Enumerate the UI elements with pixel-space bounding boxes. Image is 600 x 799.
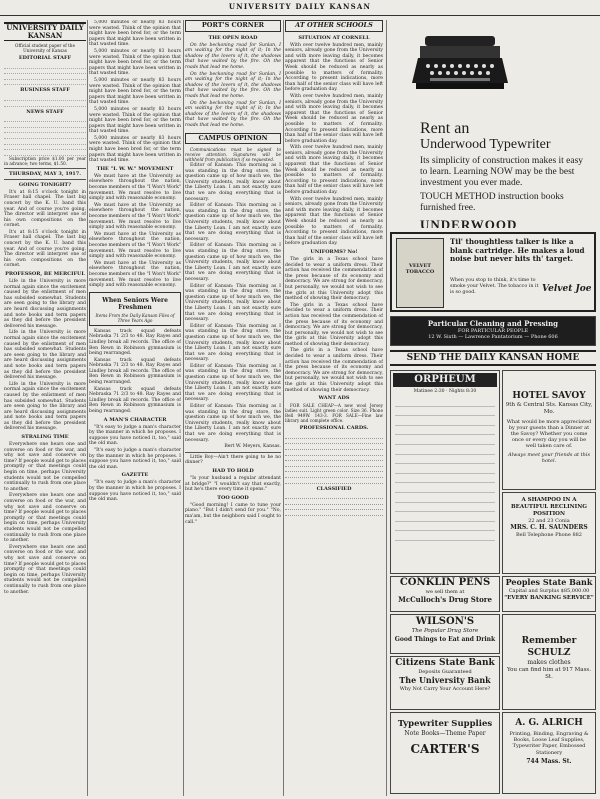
professor-text: Life in the University is more normal again since the excitement caused by the enlistment of men has subsided somewhat. Students are seen going to the library and are heard discussing assignments and note books and term papers as they did before the president delivered his message. — [4, 381, 86, 432]
cornell-text: With over twelve hundred men, mainly seniors, already gone from the University and with more leaving daily, it becomes apparent that the functions of Senior Week should be reduced as nearly as possible to matters of formality. According to present indications, more than half of the senior class will have left before graduation day. — [285, 145, 383, 196]
shampoo-heading: A SHAMPOO IN A BEAUTIFUL RECLINING POSITION — [511, 497, 587, 517]
citizens-bank-ad — [390, 656, 500, 710]
shampoo-address: 22 and 23 Conia — [528, 518, 570, 524]
had-to-hold-heading: HAD TO HOLD — [212, 467, 254, 474]
campus-opinion-text: Editor of Kansan: This morning as I was standing in the drug store, the question came up of how much we, the University students, really know about the Liberty Loan. I am not exactly sure that we are doing everything that is necessary. — [185, 243, 281, 282]
velvet-brand: Velvet Joe — [542, 284, 592, 294]
savoy-heading: HOTEL SAVOY — [512, 391, 586, 401]
paper-name: UNIVERSITY DAILY KANSAN — [4, 22, 86, 41]
citizens-foot: Why Not Carry Your Account Here? — [399, 686, 491, 692]
typewriter-supplies-store: CARTER'S — [410, 742, 480, 756]
wilson-ad — [390, 614, 500, 654]
freshmen-text: Kansas track squad defeats Nebraska 71 2/3 to 48. Ray Rayes and Lindley break all records. The office of Ben Rewn in Robinson gymnasium is being rearranged. — [89, 386, 181, 415]
gazette-heading: GAZETTE — [121, 472, 149, 479]
shampoo-name: MRS. C. H. SAUNDERS — [510, 524, 588, 531]
savoy-foot: Always meet your friends at this hotel. — [507, 452, 591, 464]
freshmen-text: Kansas track squad defeats Nebraska 71 2/3 to 48. Ray Rayes and Lindley break all records. The office of Ben Rewn in Robinson gymnasium is being rearranged. — [89, 357, 181, 386]
alrich-heading: A. G. ALRICH — [515, 718, 583, 728]
character-text: "It's easy to judge a man's character by the manner in which he proposes. I suppose you have noticed it, too," said the old man. — [89, 424, 181, 447]
going-tonight-text: It's at 8:15 o'clock tonight in Fraser hall chapel. The last big concert by the K. U. band this year. And of course you're going. The director will interpret one of his own compositions on the cornet. — [4, 189, 86, 229]
movement-text: We must have at the University as elsewhere throughout the nation, become members of the "I Won't Work" movement. We must resolve to live simply and with reasonable economy. — [89, 173, 181, 202]
professor-text: Life in the University is more normal again since the excitement caused by the enlistment of men has subsided somewhat. Students are seen going to the library and are heard discussing assignments and note books and term papers as they did before the president delivered his message. — [4, 279, 86, 329]
freshmen-text: Kansas track squad defeats Nebraska 71 2/3 to 48. Ray Rayes and Lindley break all records. The office of Ben Rewn in Robinson gymnasium is being rearranged. — [89, 328, 181, 357]
staff-listing — [4, 95, 86, 106]
orpheum-times: Matinee 2:30 · Nights 8:30 — [413, 389, 477, 394]
subscription-note: Subscription price $1.00 per year in advance; two terms, $1.50. — [4, 155, 86, 166]
send-home-banner: SEND THE DAILY KANSAN HOME — [390, 350, 596, 366]
classified-listing — [285, 494, 383, 516]
wilson-heading: WILSON'S — [415, 616, 475, 627]
alrich-ad — [502, 712, 596, 794]
had-to-hold-text: "Is your husband a regular attendant at bridge?" "I wouldn't say that exactly, but he's there every time it opens." — [185, 475, 281, 493]
velvet-tin-icon — [396, 238, 444, 308]
column-editorial-2 — [89, 20, 181, 796]
campus-opinion-text: Editor of Kansan: This morning as I was standing in the drug store, the question came up of how much we, the University students, really know about the Liberty Loan. I am not exactly sure that we are doing everything that is necessary. — [185, 363, 281, 403]
going-tonight-text: It's at 8:15 o'clock tonight in Fraser hall chapel. The last big concert by the K. U. band this year. And of course you're going. The director will interpret one of his own compositions on the cornet. — [4, 229, 86, 269]
straling-text: Everywhere one hears one and converse on food or the war, and why not save and conserve on time? If people would get to places promptly or that meetings could begin on time, perhaps University students would not be compelled continually to rush from one place to another. — [4, 493, 86, 544]
rent-touch: TOUCH METHOD instruction books furnished free. — [420, 192, 564, 213]
want-ads-text: FOR SALE CHEAP—A new wool Jersey ladies suit. Light green color. Size 36. Phone Bell 949W. 143-3. FOR SALE—Fine law library and complete office. — [285, 403, 383, 424]
professor-heading: PROFESSOR, BE MERCIFUL — [5, 271, 85, 278]
velvet-small: When you stop to think, it's time to smoke your Velvet. The tobacco in it is so good. — [450, 278, 539, 295]
typewriter-supplies-ad — [390, 712, 500, 794]
peoples-sub: Capital and Surplus $85,000.00 — [508, 588, 590, 594]
rent-line-2: Underwood Typewriter — [420, 137, 551, 152]
typewriter-icon — [410, 28, 510, 98]
corner-heading: PORT'S CORNER — [185, 20, 281, 32]
freshmen-heading: When Seniors Were Freshmen — [102, 296, 168, 311]
want-ads-heading: WANT ADS — [318, 395, 350, 402]
peoples-bank-ad — [502, 576, 596, 612]
orpheum-name: ORPHEUM — [393, 373, 497, 387]
savoy-ad — [502, 370, 596, 490]
cleaning-ad — [390, 316, 596, 346]
movement-text: We must have at the University as elsewhere throughout the nation, become members of the "I Won't Work" movement. We must resolve to live simply and with reasonable economy. — [89, 260, 181, 289]
citizens-tagline: The University Bank — [399, 675, 491, 685]
conklin-store: McCulloch's Drug Store — [398, 595, 492, 604]
column-editorial — [4, 20, 86, 796]
professor-text: Life in the University is more normal again since the excitement caused by the enlistment of men has subsided somewhat. Students are seen going to the library and are heard discussing assignments and note books and term papers as they did before the president delivered his message. — [4, 330, 86, 381]
issue-date: THURSDAY, MAY 3, 1917. — [8, 170, 82, 177]
other-schools-heading: AT OTHER SCHOOLS — [285, 20, 383, 32]
classified-heading: CLASSIFIED — [316, 485, 352, 492]
rent-body: Its simplicity of construction makes it easy to learn. Learning NOW may be the best investment you ever made. — [420, 156, 584, 188]
too-good-text: "Good morning! I came to tune your piano." "But I didn't send for you." "No, ma'am, but the neighbors said I ought to call." — [185, 502, 281, 525]
movement-heading: THE "I. W. W." MOVEMENT — [96, 165, 174, 172]
movement-text: We must have at the University as elsewhere throughout the nation, become members of the "I Won't Work" movement. We must resolve to live simply and with reasonable economy. — [89, 231, 181, 260]
typewriter-supplies-heading: Typewriter Supplies — [397, 719, 493, 729]
too-good-heading: TOO GOOD — [217, 494, 249, 501]
poem-text: On the beckoning road for Sunlan, I am waiting for the night of it; In the shadow of the lovers of it, the shadows that have waited by the fire. Oh the roads that lead me home. — [185, 71, 281, 99]
underwood-ad — [390, 20, 596, 228]
contributor-signature: Bert W. Meyers, Kansas. — [224, 444, 281, 450]
savoy-text: What would be more appreciated by your guests than a Dinner at the Savoy? Whether you come once or every day you will be well taken care of. — [506, 419, 592, 449]
uniforms-text: The girls in a Texas school have decided to wear a uniform dress. Their action has received the commendation of the press because of its economy and democracy. We are strong for democracy, but personally, we would not wish to see the girls at this University adopt this method of showing their democracy. — [285, 256, 383, 302]
citizens-sub: Deposits Guaranteed — [418, 669, 472, 675]
wilson-sub: The Popular Drug Store — [411, 628, 479, 634]
movement-text: We must have at the University as elsewhere throughout the nation, become members of the "I Won't Work" movement. We must resolve to live simply and with reasonable economy. — [89, 202, 181, 231]
rent-line-1: Rent an — [420, 120, 470, 137]
col2-top-text: 5,000 minutes or nearly 83 hours were wasted. Think of the opinion that might have been bred for, or the term papers that might have been written in that wasted time. — [89, 20, 181, 48]
typewriter-supplies-sub: Note Books—Theme Paper — [404, 730, 486, 737]
schulz-ad — [502, 614, 596, 710]
peoples-heading: Peoples State Bank — [505, 577, 593, 587]
news-staff-heading: NEWS STAFF — [26, 108, 64, 115]
velvet-ad — [390, 232, 596, 312]
business-staff-heading: BUSINESS STAFF — [20, 87, 70, 94]
freshmen-box — [89, 292, 181, 326]
character-heading: A MAN'S CHARACTER — [103, 416, 167, 423]
straling-heading: STRALING TIME — [21, 434, 69, 441]
campus-opinion-text: Editor of Kansan: This morning as I was standing in the drug store, the question came up of how much we, the University students, really know about the Liberty Loan. I am not exactly sure that we are doing everything that is necessary. — [185, 404, 281, 443]
col2-top-text: 5,000 minutes or nearly 83 hours were wasted. Think of the opinion that might have been bred for, or the term papers that might have been written in that wasted time. — [89, 106, 181, 135]
shampoo-phone: Bell Telephone Phone 882 — [516, 532, 582, 538]
freshmen-subheading: Items From the Daily Kansan Files of Three Years Ago — [95, 312, 175, 323]
staff-listing — [4, 117, 86, 156]
staff-listing — [4, 63, 86, 85]
character-text: "It's easy to judge a man's character by the manner in which he proposes. I suppose you have noticed it, too," said the old man. — [89, 480, 181, 503]
gossip-text: Little Boy—Ain't there going to be no dinner? — [185, 454, 281, 466]
cornell-text: With over twelve hundred men, mainly seniors, already gone from the University and with more leaving daily, it becomes apparent that the functions of Senior Week should be reduced as nearly as possible to matters of formality. According to present indications, more than half of the senior class will have left before graduation day. — [285, 93, 383, 144]
shampoo-ad — [502, 492, 596, 574]
orpheum-ad — [390, 370, 500, 574]
schulz-text: makes clothes — [527, 659, 571, 666]
campus-opinion-text: Editor of Kansan: This morning as I was standing in the drug store, the question came up of how much we, the University students, really know about the Liberty Loan. I am not exactly sure that we are doing everything that is necessary. — [185, 203, 281, 242]
cornell-heading: SITUATION AT CORNELL — [298, 34, 370, 41]
savoy-address: 9th & Central Sts. Kansas City, Mo. — [505, 402, 593, 415]
col2-top-text: 5,000 minutes or nearly 83 hours were wasted. Think of the opinion that might have been bred for, or the term papers that might have been written in that wasted time. — [89, 135, 181, 164]
uniforms-text: The girls in a Texas school have decided to wear a uniform dress. Their action has received the commendation of the press because of its economy and democracy. We are strong for democracy, but personally, we would not wish to see the girls at this University adopt this method of showing their democracy. — [285, 348, 383, 393]
alrich-text: Printing, Binding, Engraving & Books, Loose Leaf Supplies, Typewriter Paper, Embossed Stationery — [509, 731, 589, 756]
peoples-motto: "EVERY BANKING SERVICE" — [504, 595, 594, 601]
column-rule — [183, 20, 184, 796]
cleaning-heading: Particular Cleaning and Pressing — [427, 319, 559, 328]
professional-cards-heading: PROFESSIONAL CARDS. — [299, 425, 369, 432]
column-rule — [87, 20, 88, 796]
conklin-heading: CONKLIN PENS — [399, 577, 491, 588]
uniforms-heading: UNIFORMS? No! — [310, 248, 358, 255]
campus-opinion-text: Editor of Kansan: This morning as I was standing in the drug store, the question came up of how much we, the University students, really know about the Liberty Loan. I am not exactly sure that we are doing everything that is necessary. — [185, 283, 281, 323]
page-masthead: UNIVERSITY DAILY KANSAN — [0, 2, 600, 16]
citizens-heading: Citizens State Bank — [395, 658, 495, 668]
cornell-text: With over twelve hundred men, mainly seniors, already gone from the University and with more leaving daily, it becomes apparent that the functions of Senior Week should be reduced as nearly as possible to matters of formality. According to present indications, more than half of the senior class will have left before graduation day. — [285, 42, 383, 93]
column-rule — [386, 20, 387, 796]
velvet-text: Til' thoughtless talker is like a blank cartridge. He makes a loud noise but never hits th' target. — [450, 237, 585, 263]
going-tonight-heading: GOING TONIGHT? — [18, 181, 72, 188]
col2-top-text: 5,000 minutes or nearly 83 hours were wasted. Think of the opinion that might have been bred for, or the term papers that might have been written in that wasted time. — [89, 77, 181, 106]
character-text: "It's easy to judge a man's character by the manner in which he proposes. I suppose you have noticed it, too," said the old man. — [89, 448, 181, 470]
wilson-text: Good Things to Eat and Drink — [394, 636, 496, 643]
underwood-name: UNDERWOOD — [420, 217, 518, 228]
conklin-ad — [390, 576, 500, 612]
column-features — [185, 20, 281, 796]
alrich-address: 744 Mass. St. — [526, 757, 572, 765]
conklin-sub: we sell them at — [425, 589, 465, 595]
uniforms-text: The girls in a Texas school have decided to wear a uniform dress. Their action has received the commendation of the press because of its economy and democracy. We are strong for democracy, but personally, we would not wish to see the girls at this University adopt this method of showing their democracy. — [285, 302, 383, 347]
col2-top-text: 5,000 minutes or nearly 83 hours were wasted. Think of the opinion that might have been bred for, or the term papers that might have been written in that wasted time. — [89, 48, 181, 77]
column-other-schools — [285, 20, 383, 796]
poem-text: On the beckoning road for Sunlan, I am waiting for the night of it; In the shadow of the lovers of it, the shadows that have waited by the fire. Oh the roads that lead me home. — [185, 42, 281, 70]
campus-opinion-text: Editor of Kansan: This morning as I was standing in the drug store, the question came up of how much we, the University students, really know about the Liberty Loan. I am not exactly sure that we are doing everything that is necessary. — [185, 163, 281, 202]
velvet-tin-label: VELVET TOBACCO — [405, 263, 435, 275]
editorial-staff-heading: EDITORIAL STAFF — [18, 55, 72, 61]
straling-text: Everywhere one hears one and converse on food or the war, and why not save and conserve on time? If people would get to places promptly or that meetings could begin on time, perhaps University students would not be compelled continually to rush from one place to another. — [4, 544, 86, 595]
column-rule — [283, 20, 284, 796]
cornell-text: With over twelve hundred men, mainly seniors, already gone from the University and with more leaving daily, it becomes apparent that the functions of Senior Week should be reduced as nearly as possible to matters of formality. According to present indications, more than half of the senior class will have left before graduation day. — [285, 196, 383, 247]
poem-text: On the beckoning road for Sunlan, I am waiting for the night of it; In the shadow of the lovers of it, the shadows that have waited by the fire. Oh the roads that lead me home. — [185, 100, 281, 128]
cleaning-address: 12 W. Sixth — Lawrence Pantatorium — Phone 606 — [428, 334, 558, 340]
campus-opinion-note: Communications must be signed to receive attention. Signatures will be withheld from publication if so requested. — [185, 147, 281, 163]
cleaning-sub: FOR PARTICULAR PEOPLE — [457, 328, 529, 334]
paper-subtitle: Official student paper of the University of Kansas — [15, 43, 75, 53]
schulz-heading: Remember SCHULZ — [521, 636, 577, 658]
schulz-address: You can find him at 917 Mass. St. — [507, 667, 591, 680]
professional-listing — [285, 433, 383, 483]
poem-heading: THE OPEN ROAD — [208, 34, 258, 41]
orpheum-acts — [391, 395, 499, 547]
straling-text: Everywhere one hears one and converse on food or the war, and why not save and conserve on time? If people would get to places promptly or that meetings could begin on time, perhaps University students would not be compelled continually to rush from one place to another. — [4, 442, 86, 492]
campus-opinion-heading: CAMPUS OPINION — [185, 133, 281, 145]
campus-opinion-text: Editor of Kansan: This morning as I was standing in the drug store, the question came up of how much we, the University students, really know about the Liberty Loan. I am not exactly sure that we are doing everything that is necessary. — [185, 323, 281, 363]
